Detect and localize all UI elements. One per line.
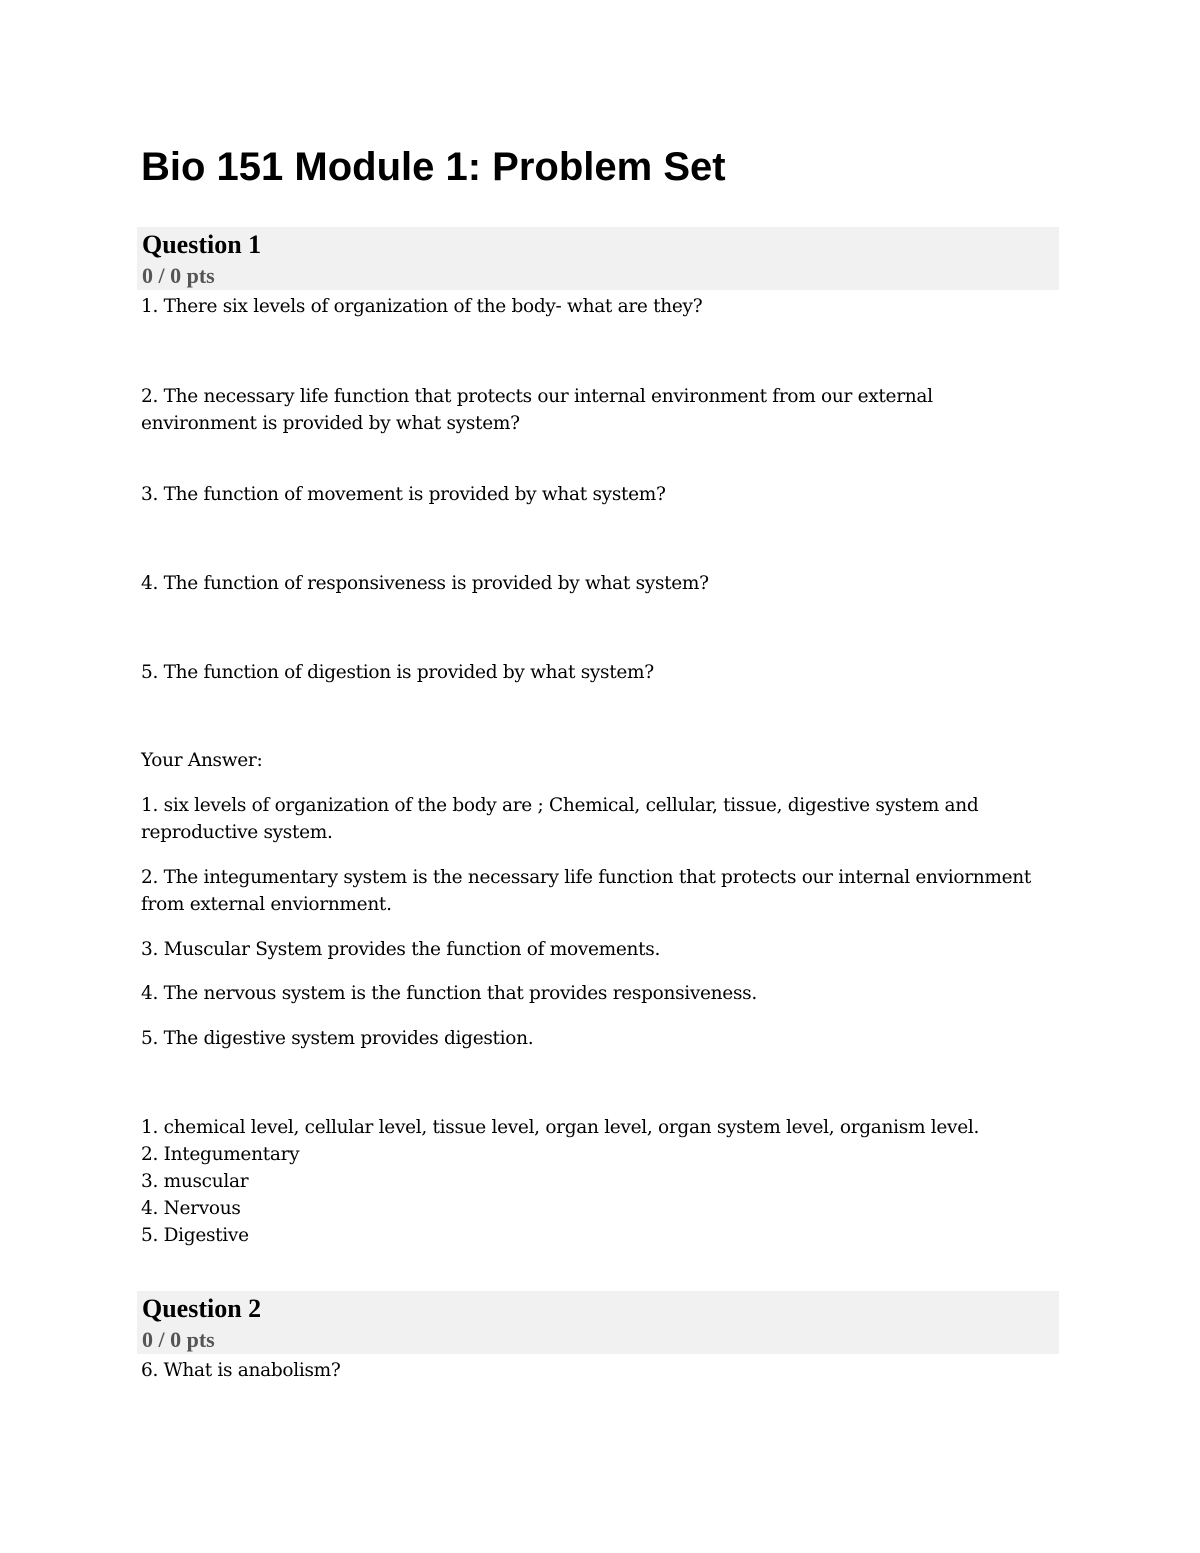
answer-line-4: 4. The nervous system is the function that provides responsiveness.: [141, 983, 757, 1004]
correct-answer-4: 4. Nervous: [141, 1198, 241, 1219]
question-2-header: [137, 1291, 1059, 1354]
document-title: Bio 151 Module 1: Problem Set: [141, 145, 726, 189]
question-1-title: Question 1: [142, 230, 262, 259]
question-1-prompt-2: 2. The necessary life function that protects our internal environment from our external: [141, 386, 933, 407]
question-1-prompt-3: 3. The function of movement is provided by what system?: [141, 484, 666, 505]
correct-answer-3: 3. muscular: [141, 1171, 249, 1192]
your-answer-label: Your Answer:: [141, 750, 263, 771]
answer-line-3: 3. Muscular System provides the function of movements.: [141, 939, 661, 960]
question-2-title: Question 2: [142, 1294, 262, 1323]
correct-answer-1: 1. chemical level, cellular level, tissue level, organ level, organ system level, organism level.: [141, 1117, 980, 1138]
question-1-header: [137, 227, 1059, 290]
answer-line-1: 1. six levels of organization of the body are ; Chemical, cellular, tissue, digestive system and: [141, 795, 979, 816]
question-1-prompt-2-cont: environment is provided by what system?: [141, 413, 520, 434]
answer-line-2-cont: from external enviornment.: [141, 894, 392, 915]
correct-answer-2: 2. Integumentary: [141, 1144, 300, 1165]
question-2-points: 0 / 0 pts: [142, 1327, 215, 1352]
question-2-prompt-6: 6. What is anabolism?: [141, 1360, 341, 1381]
question-1-points: 0 / 0 pts: [142, 263, 215, 288]
correct-answer-5: 5. Digestive: [141, 1225, 249, 1246]
question-1-prompt-1: 1. There six levels of organization of the body- what are they?: [141, 296, 703, 317]
question-1-prompt-4: 4. The function of responsiveness is provided by what system?: [141, 573, 709, 594]
question-1-prompt-5: 5. The function of digestion is provided by what system?: [141, 662, 654, 683]
answer-line-2: 2. The integumentary system is the necessary life function that protects our internal enviornment: [141, 867, 1032, 888]
answer-line-1-cont: reproductive system.: [141, 822, 333, 843]
answer-line-5: 5. The digestive system provides digestion.: [141, 1028, 534, 1049]
